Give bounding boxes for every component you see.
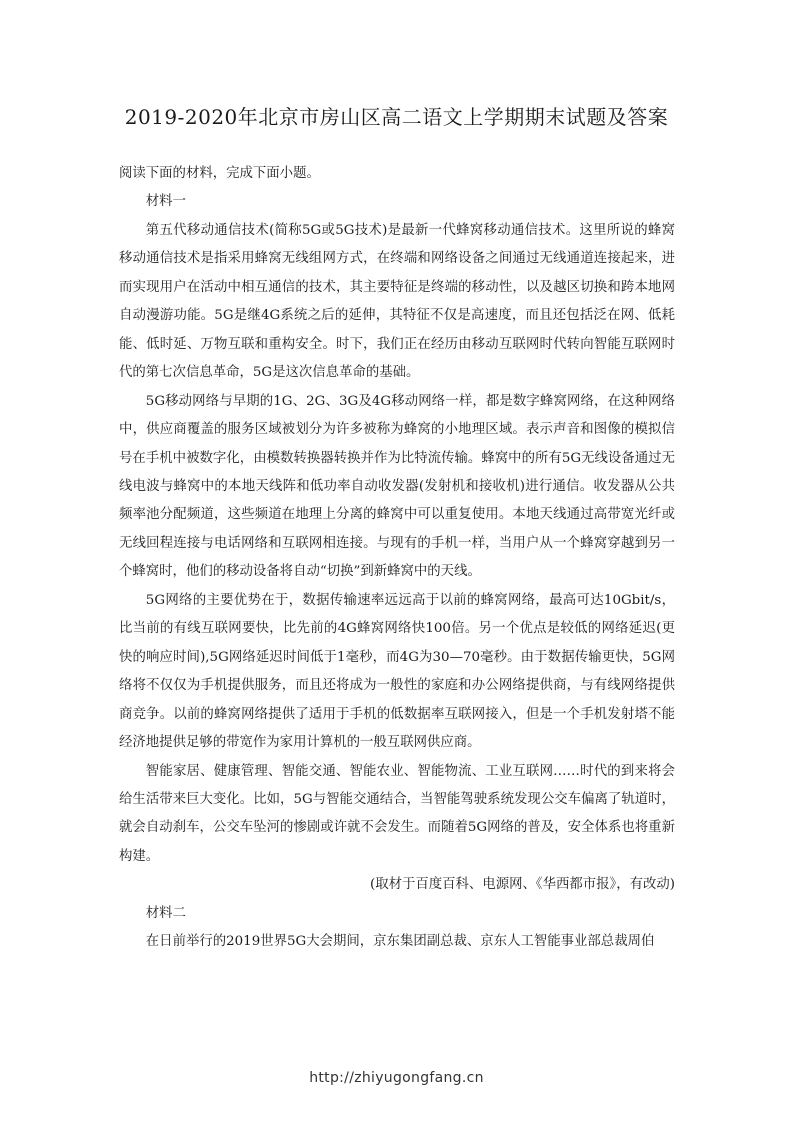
material1-paragraph-2: 5G移动网络与早期的1G、2G、3G及4G移动网络一样，都是数字蜂窝网络，在这种网络中，供应商覆盖的服务区域被划分为许多被称为蜂窝的小地理区域。表示声音和图像的模拟信号在手机中被数字化，由模数转换器转换并作为比特流传输。蜂窝中的所有5G无线设备通过无线电波与蜂窝中的本地天线阵和低功率自动收发器(发射机和接收机)进行通信。收发器从公共频率池分配频道，这些频道在地理上分离的蜂窝中可以重复使用。本地天线通过高带宽光纤或无线回程连接与电话网络和互联网相连接。与现有的手机一样，当用户从一个蜂窝穿越到另一个蜂窝时，他们的移动设备将自动“切换”到新蜂窝中的天线。 [119,393,675,580]
material1-source: (取材于百度百科、电源网、《华西都市报》，有改动) [369,877,675,893]
instruction-text: 阅读下面的材料，完成下面小题。 [119,166,320,181]
document-title: 2019-2020年北京市房山区高二语文上学期期末试题及答案 [124,105,669,129]
footer-url[interactable]: http://zhiyugongfang.cn [309,1070,484,1086]
material1-heading: 材料一 [145,194,186,210]
material1-paragraph-1: 第五代移动通信技术(简称5G或5G技术)是最新一代蜂窝移动通信技术。这里所说的蜂窝移动通信技术是指采用蜂窝无线组网方式，在终端和网络设备之间通过无线通道连接起来，进而实现用户在活动中相互通信的技术，其主要特征是终端的移动性，以及越区切换和跨本地网自动漫游功能。5G是继4G系统之后的延伸，其特征不仅是高速度，而且还包括泛在网、低耗能、低时延、万物互联和重构安全。时下，我们正在经历由移动互联网时代转向智能互联网时代的第七次信息革命，5G是这次信息革命的基础。 [119,222,675,381]
document-body [119,160,675,957]
material1-paragraph-3: 5G网络的主要优势在于，数据传输速率远远高于以前的蜂窝网络，最高可达10Gbit/s，比当前的有线互联网要快，比先前的4G蜂窝网络快100倍。另一个优点是较低的网络延迟(更快的响应时间),5G网络延迟时间低于1毫秒，而4G为30—70毫秒。由于数据传输更快，5G网络将不仅仅为手机提供服务，而且还将成为一般性的家庭和办公网络提供商，与有线网络提供商竞争。以前的蜂窝网络提供了适用于手机的低数据率互联网接入，但是一个手机发射塔不能经济地提供足够的带宽作为家用计算机的一般互联网供应商。 [119,592,675,751]
material2-heading: 材料二 [145,905,186,921]
material2-paragraph-1: 在日前举行的2019世界5G大会期间，京东集团副总裁、京东人工智能事业部总裁周伯 [145,934,655,950]
material1-paragraph-4: 智能家居、健康管理、智能交通、智能农业、智能物流、工业互联网……时代的到来将会给生活带来巨大变化。比如，5G与智能交通结合，当智能驾驶系统发现公交车偏离了轨道时，就会自动刹车，公交车坠河的惨剧或许就不会发生。而随着5G网络的普及，安全体系也将重新构建。 [119,763,675,864]
